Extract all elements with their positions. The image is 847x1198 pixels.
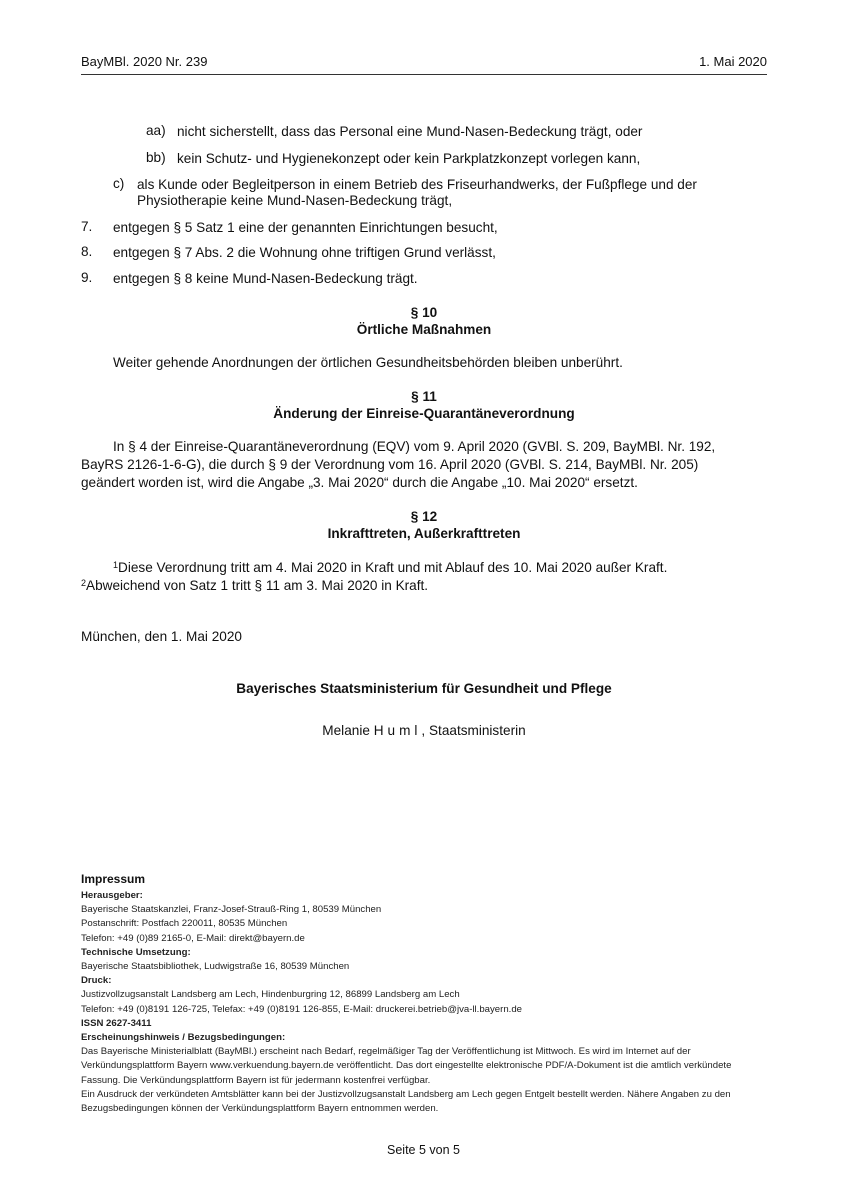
section-10-number: § 10 xyxy=(410,305,438,320)
impressum-publisher-contact: Telefon: +49 (0)89 2165-0, E-Mail: direkt@bayern.de xyxy=(81,932,305,944)
signature-line xyxy=(81,722,767,739)
section-11-number: § 11 xyxy=(411,389,437,404)
section-10-title: Örtliche Maßnahmen xyxy=(356,322,492,337)
section-11-title: Änderung der Einreise-Quarantäneverordnung xyxy=(273,406,575,421)
impressum-block xyxy=(81,889,731,1116)
impressum-print-address: Justizvollzugsanstalt Landsberg am Lech, Hindenburgring 12, 86899 Landsberg am Lech xyxy=(81,989,460,1001)
header-reference: BayMBl. 2020 Nr. 239 xyxy=(81,54,208,69)
impressum-print-contact: Telefon: +49 (0)8191 126-725, Telefax: +49 (0)8191 126-855, E-Mail: druckerei.betrieb@jva-ll.bayern.de xyxy=(81,1003,523,1015)
sentence-1-text: Diese Verordnung tritt am 4. Mai 2020 in Kraft und mit Ablauf des 10. Mai 2020 außer Kraft. xyxy=(118,560,668,575)
sentence-number-2: 2 xyxy=(81,578,87,588)
section-11-line-2: BayRS 2126-1-6-G), die durch § 9 der Verordnung vom 16. April 2020 (GVBl. S. 214, BayMBl. Nr. 205) xyxy=(81,457,699,472)
impressum-tech-address: Bayerische Staatsbibliothek, Ludwigstraße 16, 80539 München xyxy=(81,961,350,973)
list-label-9: 9. xyxy=(81,270,93,285)
list-label-c: c) xyxy=(113,176,125,191)
section-12-title: Inkrafttreten, Außerkrafttreten xyxy=(327,526,521,541)
impressum-terms-line-1: Das Bayerische Ministerialblatt (BayMBl.) erscheint nach Bedarf, regelmäßiger Tag der Veröffentlichung ist Mittwoch. Es wird im Internet auf der xyxy=(81,1046,691,1058)
list-label-8: 8. xyxy=(81,244,93,259)
section-12-sentence-2 xyxy=(81,577,428,594)
header-date: 1. Mai 2020 xyxy=(699,54,767,69)
impressum-terms-line-3: Fassung. Die Verkündungsplattform Bayern ist für jedermann kostenfrei verfügbar. xyxy=(81,1074,431,1086)
list-text-c-1: als Kunde oder Begleitperson in einem Betrieb des Friseurhandwerks, der Fußpflege und der xyxy=(137,177,697,192)
list-text-9: entgegen § 8 keine Mund-Nasen-Bedeckung trägt. xyxy=(113,271,418,286)
section-11-line-1: In § 4 der Einreise-Quarantäneverordnung (EQV) vom 9. April 2020 (GVBl. S. 209, BayMBl. Nr. 192, xyxy=(113,439,716,454)
signatory-role: , Staatsministerin xyxy=(421,723,526,738)
impressum-terms-line-5: Bezugsbedingungen können der Verkündungsplattform Bayern entnommen werden. xyxy=(81,1103,439,1115)
section-12-sentence-1 xyxy=(113,559,667,576)
section-10-body: Weiter gehende Anordnungen der örtlichen Gesundheitsbehörden bleiben unberührt. xyxy=(113,355,623,370)
list-text-7: entgegen § 5 Satz 1 eine der genannten Einrichtungen besucht, xyxy=(113,220,498,235)
impressum-terms-line-4: Ein Ausdruck der verkündeten Amtsblätter kann bei der Justizvollzugsanstalt Landsberg am Lech gegen Entgelt bestellt werden. Nähere Angaben zu den xyxy=(81,1088,731,1100)
impressum-title: Impressum xyxy=(81,872,146,886)
list-text-aa: nicht sicherstellt, dass das Personal eine Mund-Nasen-Bedeckung trägt, oder xyxy=(177,124,643,139)
sentence-number-1: 1 xyxy=(113,560,119,570)
list-label-aa: aa) xyxy=(146,123,166,138)
list-text-c-2: Physiotherapie keine Mund-Nasen-Bedeckung trägt, xyxy=(137,193,453,208)
place-date: München, den 1. Mai 2020 xyxy=(81,629,242,644)
impressum-issn: ISSN 2627-3411 xyxy=(81,1017,152,1029)
ministry-name: Bayerisches Staatsministerium für Gesundheit und Pflege xyxy=(236,681,612,696)
list-text-8: entgegen § 7 Abs. 2 die Wohnung ohne triftigen Grund verlässt, xyxy=(113,245,496,260)
page-number: Seite 5 von 5 xyxy=(387,1143,460,1157)
impressum-publisher-address: Bayerische Staatskanzlei, Franz-Josef-Strauß-Ring 1, 80539 München xyxy=(81,904,382,916)
impressum-print-heading: Druck: xyxy=(81,975,112,987)
list-text-bb: kein Schutz- und Hygienekonzept oder kein Parkplatzkonzept vorlegen kann, xyxy=(177,151,641,166)
signatory-first-name: Melanie xyxy=(322,723,370,738)
section-12-number: § 12 xyxy=(410,509,438,524)
impressum-terms-heading: Erscheinungshinweis / Bezugsbedingungen: xyxy=(81,1032,286,1044)
list-label-bb: bb) xyxy=(146,150,166,165)
impressum-tech-heading: Technische Umsetzung: xyxy=(81,946,191,958)
list-label-7: 7. xyxy=(81,219,93,234)
header-rule xyxy=(81,74,767,75)
impressum-terms-line-2: Verkündungsplattform Bayern www.verkuendung.bayern.de veröffentlicht. Das dort eingestellte elektronische PDF/A-Dokument ist die amtlich verkündete xyxy=(81,1060,732,1072)
impressum-publisher-heading: Herausgeber: xyxy=(81,890,143,901)
signatory-last-name: Huml xyxy=(373,723,422,738)
sentence-2-text: Abweichend von Satz 1 tritt § 11 am 3. Mai 2020 in Kraft. xyxy=(86,578,429,593)
section-11-line-3: geändert worden ist, wird die Angabe „3. Mai 2020“ durch die Angabe „10. Mai 2020“ ersetzt. xyxy=(81,475,638,490)
impressum-postal-address: Postanschrift: Postfach 220011, 80535 München xyxy=(81,918,288,930)
